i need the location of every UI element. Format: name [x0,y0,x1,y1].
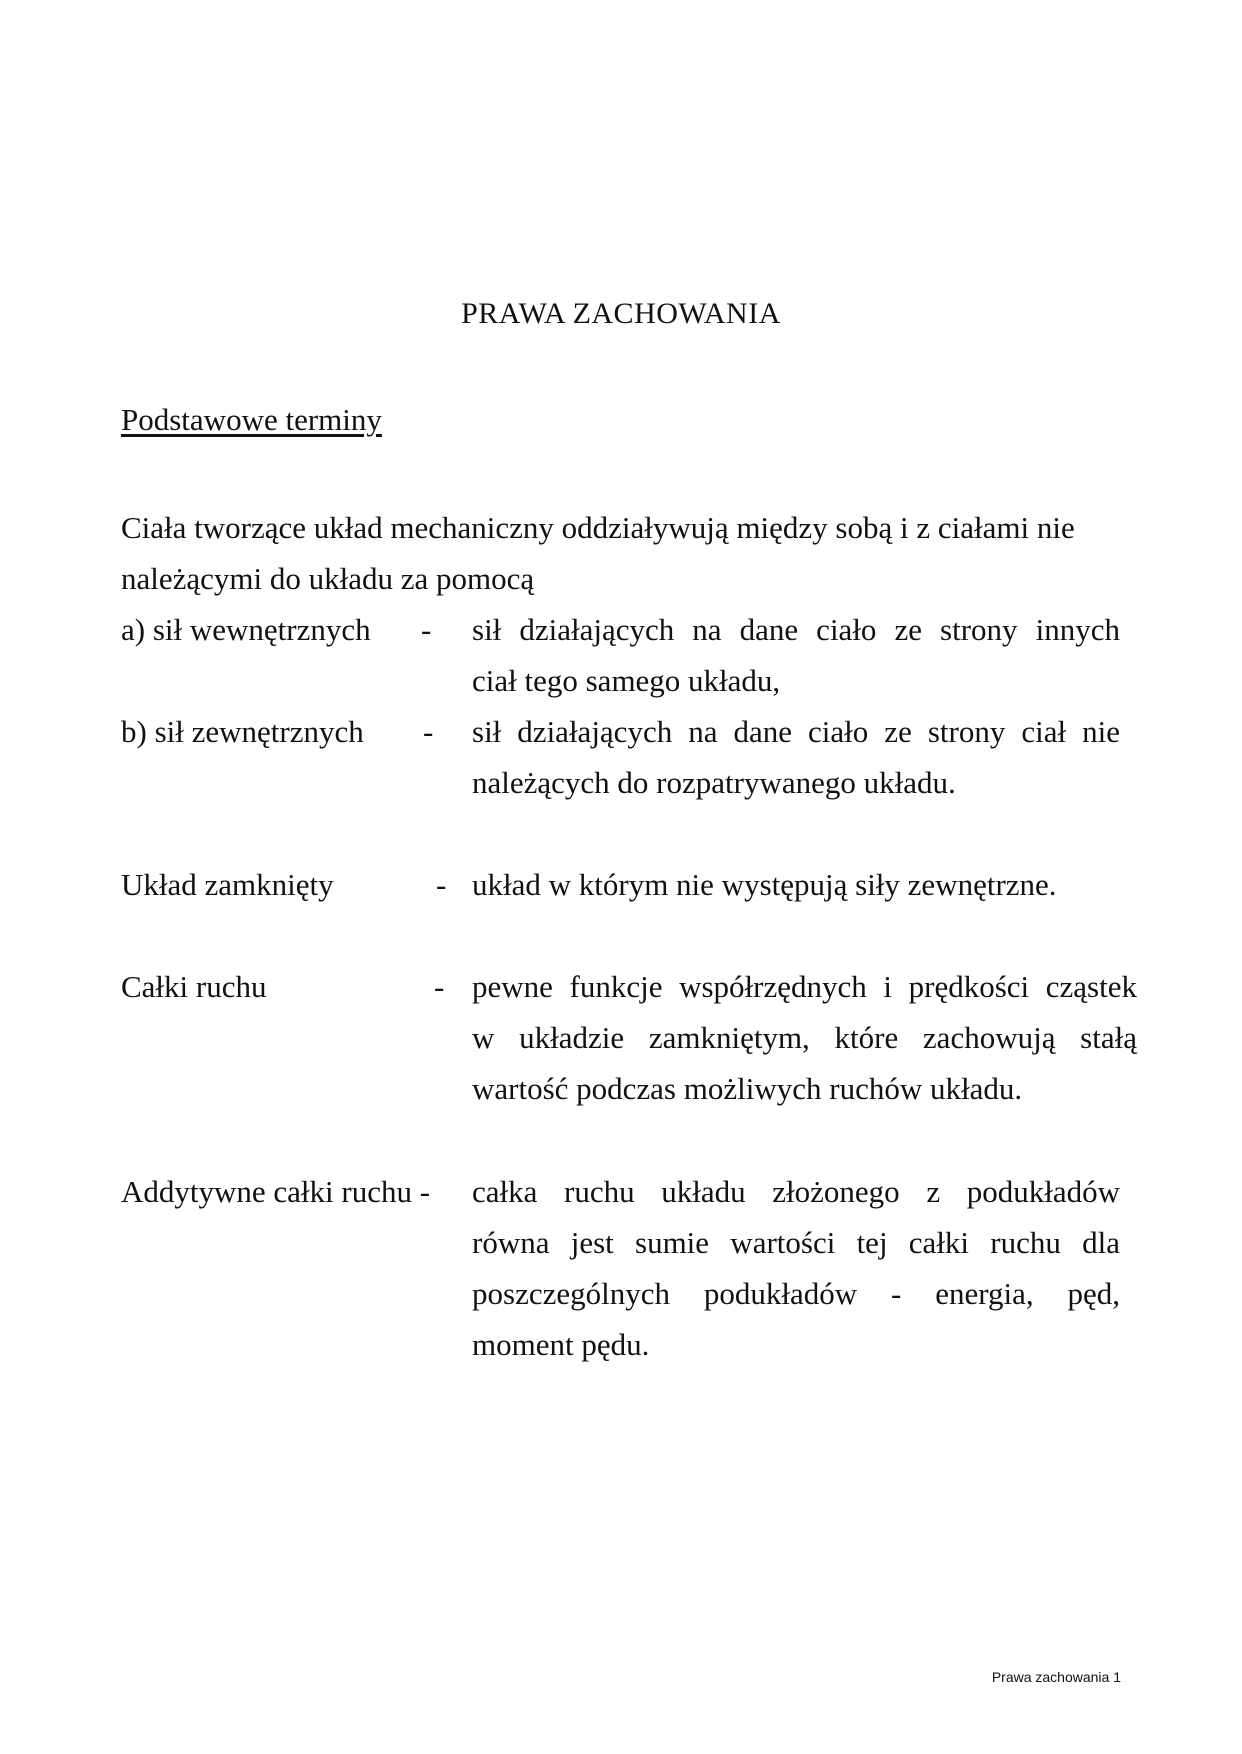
definition-line: wartość podczas możliwych ruchów układu. [472,1071,1023,1106]
list-item-definition [472,604,1120,706]
definition-text [472,961,1137,1114]
definition-line: w układzie zamkniętym, które zachowują stałą [472,1020,1137,1055]
section-heading: Podstawowe terminy [121,402,382,437]
list-item-definition [472,706,1120,808]
definition-line: należących do rozpatrywanego układu. [472,765,956,800]
definition-line: moment pędu. [472,1327,650,1362]
definition-line: układ w którym nie występują siły zewnętrzne. [472,867,1057,902]
list-item-dash: - [423,714,434,749]
definition-line: całka ruchu układu złożonego z podukładów [472,1174,1120,1209]
definition-text [472,859,1172,910]
definition-line: ciał tego samego układu, [472,663,781,698]
intro-line: należącymi do układu za pomocą [121,561,535,596]
definition-line: sił działających na dane ciało ze strony ciał nie [472,714,1120,749]
definition-line: równa jest sumie wartości tej całki ruchu dla [472,1225,1120,1260]
definition-term: Całki ruchu [121,969,267,1004]
definition-line: poszczególnych podukładów - energia, pęd, [472,1276,1120,1311]
definition-dash: - [436,867,447,902]
intro-line: Ciała tworzące układ mechaniczny oddziaływują między sobą i z ciałami nie [121,510,1075,545]
definition-term: Addytywne całki ruchu - [121,1174,431,1209]
list-item-term: a) sił wewnętrznych [121,612,371,647]
definition-line: sił działających na dane ciało ze strony innych [472,612,1120,647]
definition-term: Układ zamknięty [121,867,334,902]
definition-dash: - [434,969,445,1004]
definition-line: pewne funkcje współrzędnych i prędkości cząstek [472,969,1137,1004]
page-title: PRAWA ZACHOWANIA [461,297,781,330]
list-item-dash: - [421,612,432,647]
list-item-term: b) sił zewnętrznych [121,714,364,749]
intro-paragraph [121,502,1121,604]
definition-text [472,1166,1120,1370]
page-footer: Prawa zachowania 1 [991,1669,1121,1685]
